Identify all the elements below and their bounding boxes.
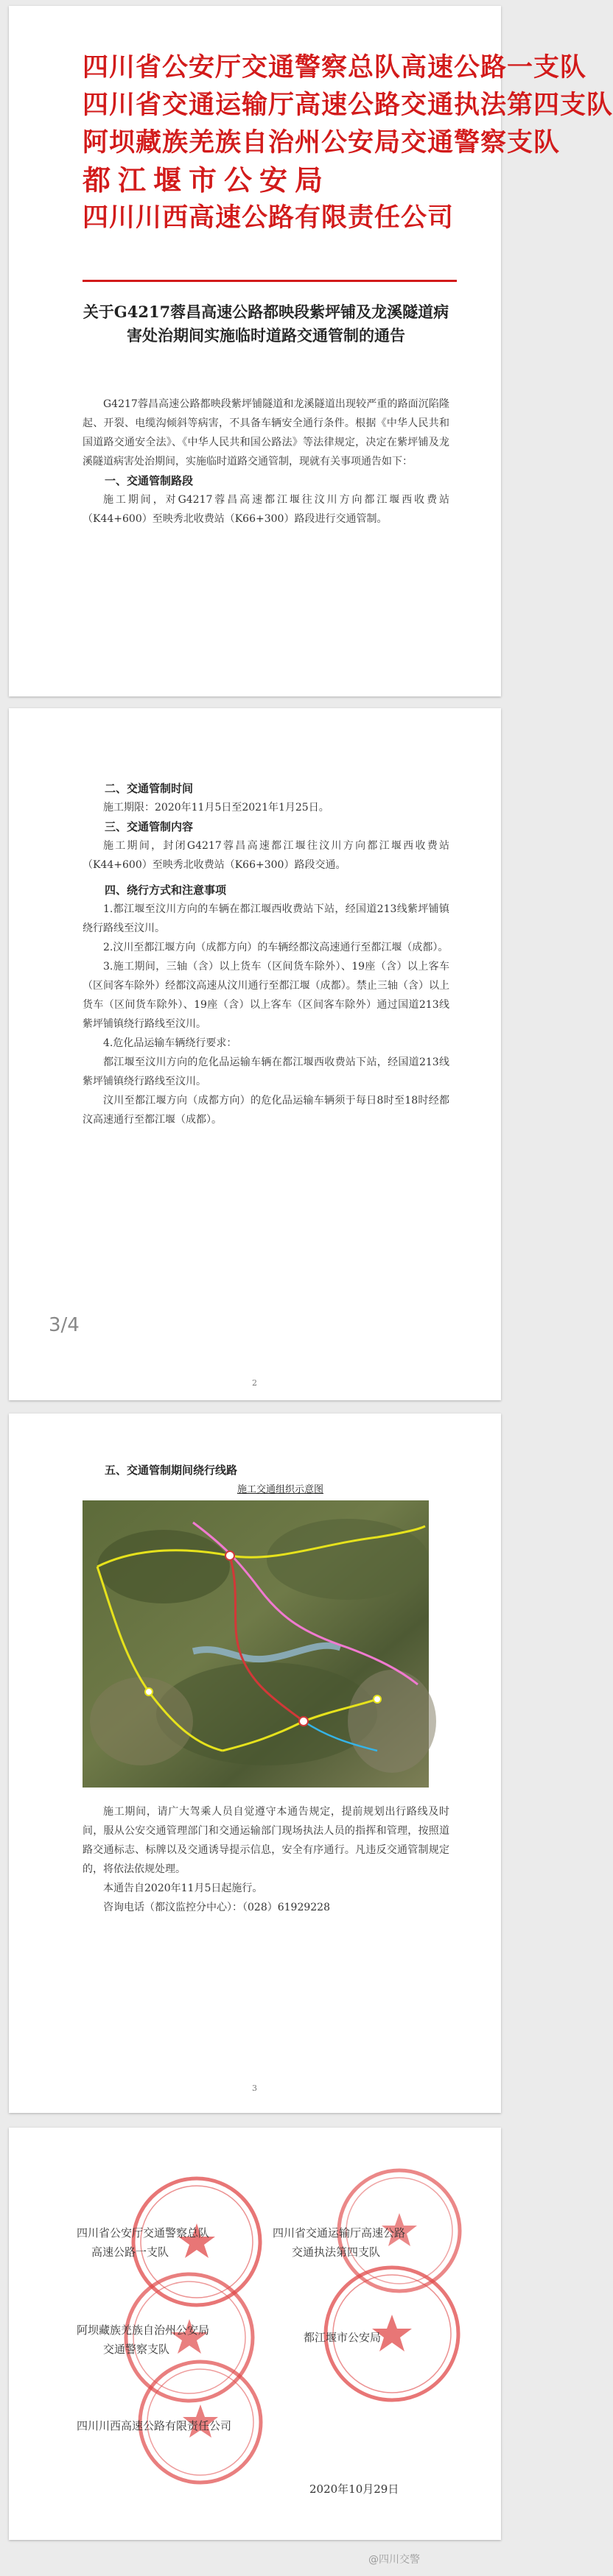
page-indicator: 3/4 xyxy=(49,1314,80,1336)
hotline: 咨询电话（都汶监控分中心）：（028）61929228 xyxy=(103,1902,330,1913)
signatory: 阿坝藏族羌族自治州公安局 交通警察支队 xyxy=(77,2323,210,2356)
section-paragraph: 施工期间，封闭G4217蓉昌高速都江堰往汶川方向都江堰西收费站（K44+600）至映秀北收费站（K66+300）路段交通。 xyxy=(83,840,449,871)
document-page-2 xyxy=(9,708,501,1400)
document-page-1 xyxy=(9,6,613,696)
section-heading: 五、交通管制期间绕行线路 xyxy=(105,1464,238,1477)
issuer-line: 四川川西高速公路有限责任公司 xyxy=(83,202,455,233)
map-caption: 施工交通组织示意图 xyxy=(237,1484,324,1495)
page3-body xyxy=(83,1802,449,1917)
signatory: 四川省交通运输厅高速公路 交通执法第四支队 xyxy=(273,2226,406,2259)
page-number: 2 xyxy=(252,1378,257,1388)
list-item: 2.汶川至都江堰方向（成都方向）的车辆经都汶高速通行至都江堰（成都）。 xyxy=(103,942,449,953)
document-page-4 xyxy=(9,2128,501,2540)
list-item: 4.危化品运输车辆绕行要求： xyxy=(103,1037,237,1049)
town-marker xyxy=(145,1688,153,1695)
detour-map xyxy=(83,1500,429,1788)
intro-paragraph: G4217蓉昌高速公路都映段紫坪铺隧道和龙溪隧道出现较严重的路面沉陷隆起、开裂、电缆沟倾斜等病害，不具备车辆安全通行条件。根据《中华人民共和国道路交通安全法》、《中华人民共和国公路法》等法律规定，决定在紫坪铺及龙溪隧道病害处治期间，实施临时道路交通管制，现就有关事项通告如下： xyxy=(83,398,449,467)
issuer-line: 四川省公安厅交通警察总队高速公路一支队 xyxy=(83,52,587,82)
document-title: 关于G4217蓉昌高速公路都映段紫坪铺及龙溪隧道病害处治期间实施临时道路交通管制的通告 xyxy=(83,303,449,345)
document-page-3 xyxy=(9,1414,501,2113)
toll-station-marker xyxy=(299,1717,308,1726)
issuer-line: 阿坝藏族羌族自治州公安局交通警察支队 xyxy=(83,127,561,158)
page2-body xyxy=(83,779,449,1129)
list-item: 1.都江堰至汶川方向的车辆在都江堰西收费站下站，经国道213线紫坪铺镇绕行路线至汶川。 xyxy=(83,903,449,934)
notice-paragraph: 施工期间，请广大驾乘人员自觉遵守本通告规定，提前规划出行路线及时间，服从公安交通管理部门和交通运输部门现场执法人员的指挥和管理，按照道路交通标志、标牌以及交通诱导提示信息，安全有序通行。凡违反交通管制规定的，将依法依规处理。 xyxy=(83,1806,449,1875)
toll-station-marker xyxy=(225,1551,234,1560)
section-heading: 三、交通管制内容 xyxy=(105,820,194,833)
issuer-header xyxy=(9,6,613,236)
signatory: 四川省公安厅交通警察总队 高速公路一支队 xyxy=(77,2226,210,2259)
document-date: 2020年10月29日 xyxy=(309,2483,399,2496)
effective-date: 本通告自2020年11月5日起施行。 xyxy=(103,1882,263,1894)
issuer-line: 都江堰市公安局 xyxy=(83,163,331,197)
page-number: 3 xyxy=(252,2083,257,2093)
section-heading: 四、绕行方式和注意事项 xyxy=(105,883,227,897)
red-divider xyxy=(83,280,457,282)
page3-heading xyxy=(83,1461,449,1480)
section-paragraph: 施工期限：2020年11月5日至2021年1月25日。 xyxy=(103,802,329,814)
town-marker xyxy=(374,1695,381,1703)
section-paragraph: 施工期间，对G4217蓉昌高速都江堰往汶川方向都江堰西收费站（K44+600）至映秀北收费站（K66+300）路段进行交通管制。 xyxy=(83,494,449,525)
list-item: 3.施工期间，三轴（含）以上货车（区间货车除外）、19座（含）以上客车（区间客车除外）经都汶高速从汶川通行至都江堰（成都）。禁止三轴（含）以上货车（区间货车除外）、19座（含）以上客车（区间客车除外）通过国道213线紫坪铺镇绕行路线至汶川。 xyxy=(83,961,449,1030)
signatory: 都江堰市公安局 xyxy=(304,2331,382,2344)
page1-body xyxy=(83,395,449,529)
watermark: @四川交警 xyxy=(368,2554,420,2566)
signatory: 四川川西高速公路有限责任公司 xyxy=(77,2419,232,2432)
section-heading: 二、交通管制时间 xyxy=(105,782,194,795)
list-item: 汶川至都江堰方向（成都方向）的危化品运输车辆须于每日8时至18时经都汶高速通行至都江堰（成都）。 xyxy=(83,1095,449,1126)
issuer-line: 四川省交通运输厅高速公路交通执法第四支队 xyxy=(83,90,613,120)
list-item: 都江堰至汶川方向的危化品运输车辆在都江堰西收费站下站，经国道213线紫坪铺镇绕行路线至汶川。 xyxy=(83,1056,449,1087)
section-heading: 一、交通管制路段 xyxy=(105,474,194,487)
